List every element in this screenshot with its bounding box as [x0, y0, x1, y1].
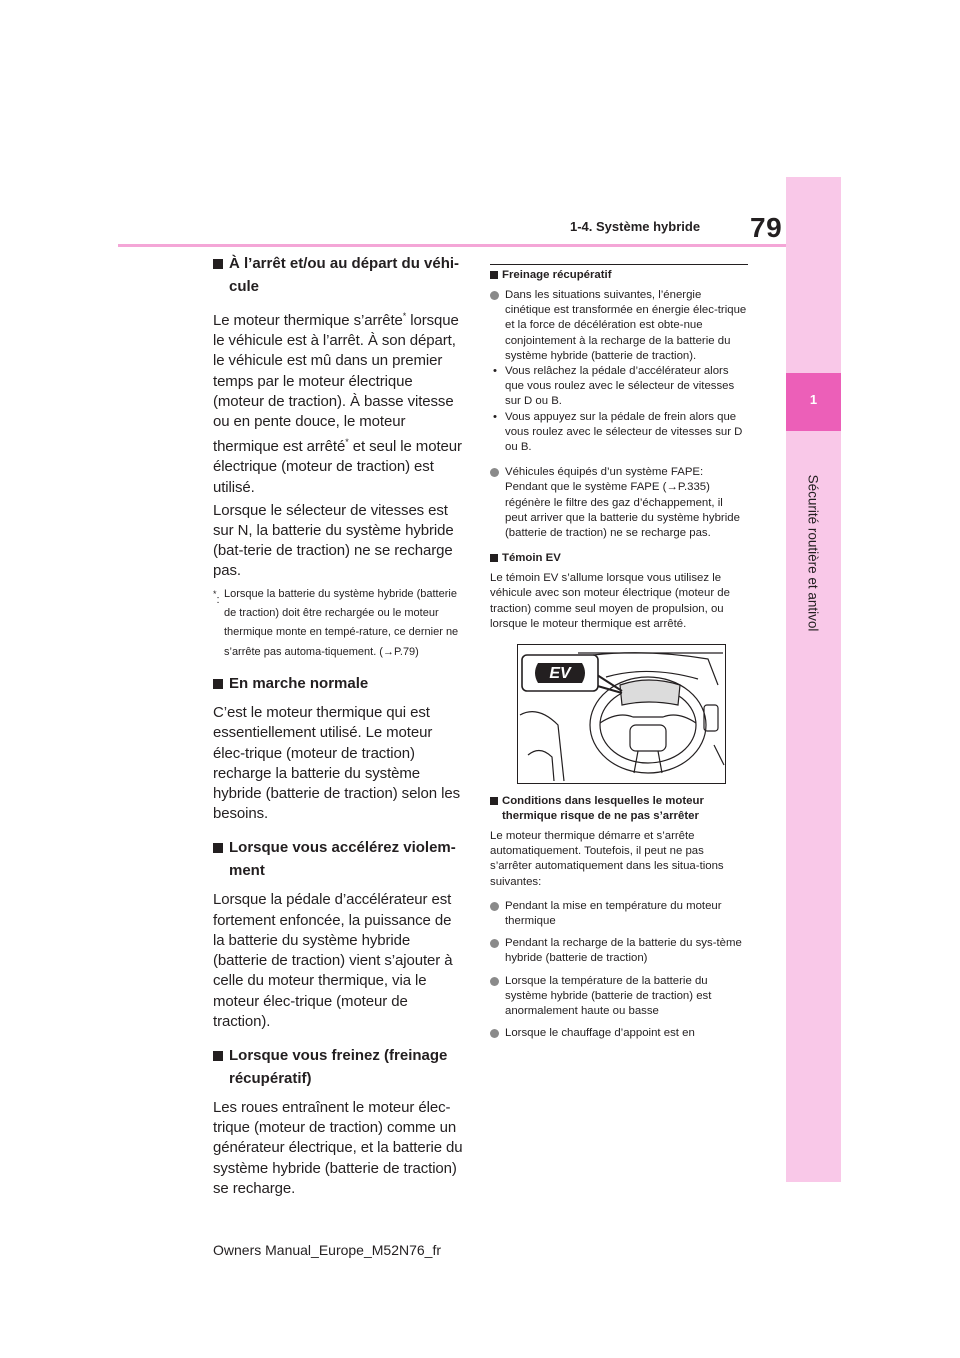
chapter-title: Sécurité routière et antivol [805, 474, 821, 632]
section-heading: En marche normale [213, 672, 463, 695]
list-item: Dans les situations suivantes, l’énergie cinétique est transformée en énergie élec-trique et la force de décélération est obte-nue conjointement à la recharge de la batterie du système hybride (batterie de traction). • Vous relâchez la pédale d’accélérateur alors que vous roulez avec le sélecteur de vitesses sur D ou B. • Vous appuyez sur la pédale de frein alors que vous roulez avec le sélecteur de vitesses sur D ou B. [490, 288, 748, 455]
ev-indicator-label: EV [549, 665, 571, 683]
circle-bullet-icon [490, 977, 499, 986]
dashboard-illustration [518, 645, 725, 783]
ev-indicator-figure [517, 644, 726, 784]
list-item: Véhicules équipés d’un système FAPE: Pendant que le système FAPE (→P.335) régénère le filtre des gaz d’échappement, il peut arriver que la batterie du système hybride (batterie de traction) ne se recharge pas. [490, 465, 748, 541]
circle-bullet-icon [490, 291, 499, 300]
subsection-heading: Conditions dans lesquelles le moteur thermique risque de ne pas s’arrêter [490, 794, 748, 824]
document-footer: Owners Manual_Europe_M52N76_fr [213, 1242, 442, 1258]
section-title: 1-4. Système hybride [570, 219, 701, 234]
circle-bullet-icon [490, 902, 499, 911]
footnote: *: Lorsque la batterie du système hybride (batterie de traction) doit être rechargée ou le moteur thermique monte en tempé-rature, ce dernier ne s’arrête pas automa-tiquement. (→P.79) [213, 587, 459, 658]
paragraph: Lorsque la pédale d’accélérateur est fortement enfoncée, la puissance de la batterie du système hybride (batterie de traction) vient s’ajouter à celle du moteur thermique, via le moteur élec-trique (moteur de traction). [213, 891, 453, 1030]
square-bullet-icon [213, 259, 223, 269]
section-heading: Lorsque vous accélérez violem-ment [213, 836, 463, 882]
circle-bullet-icon [490, 939, 499, 948]
page-number: 79 [750, 212, 783, 243]
list-item: Lorsque le chauffage d’appoint est en [490, 1026, 748, 1041]
column-rule [490, 264, 748, 265]
left-column [213, 252, 463, 1202]
paragraph: C’est le moteur thermique qui est essentiellement utilisé. Le moteur élec-trique (moteur de traction) recharge la batterie du système hybride (batterie de traction) selon les besoins. [213, 704, 460, 823]
header-rule [118, 244, 786, 247]
sub-list-item: • Vous relâchez la pédale d’accélérateur alors que vous roulez avec le sélecteur de vitesses sur D ou B. [493, 365, 735, 408]
paragraph: Le témoin EV s’allume lorsque vous utilisez le véhicule avec son moteur électrique (moteur de traction) comme seul moyen de propulsion, ou lorsque le moteur thermique est arrêté. [490, 572, 730, 630]
side-band [786, 177, 841, 1182]
paragraph: Les roues entraînent le moteur élec-trique (moteur de traction) comme un générateur électrique, et la batterie du système hybride (batterie de traction) se recharge. [213, 1098, 463, 1197]
subsection-heading: Freinage récupératif [490, 268, 748, 283]
square-bullet-icon [213, 679, 223, 689]
square-bullet-icon [490, 271, 498, 279]
square-bullet-icon [213, 1051, 223, 1061]
paragraph: Le moteur thermique s’arrête* lorsque le véhicule est à l’arrêt. À son départ, le véhicule est mû dans un premier temps par le moteur électrique (moteur de traction). À basse vitesse ou en pente douce, le moteur thermique est arrêté* et seul le moteur électrique (moteur de traction) est utilisé. [213, 311, 462, 496]
section-heading: Lorsque vous freinez (freinage récupératif) [213, 1044, 463, 1090]
paragraph: Le moteur thermique démarre et s’arrête automatiquement. Toutefois, il peut ne pas s’arrêter automatiquement dans les situa-tions suivantes: [490, 830, 724, 888]
paragraph: Lorsque le sélecteur de vitesses est sur N, la batterie du système hybride (bat-terie de traction) ne se recharge pas. [213, 501, 454, 580]
subsection-heading: Témoin EV [490, 551, 748, 566]
square-bullet-icon [490, 554, 498, 562]
chapter-number: 1 [809, 392, 818, 407]
square-bullet-icon [490, 797, 498, 805]
section-heading: À l’arrêt et/ou au départ du véhi-cule [213, 252, 463, 298]
circle-bullet-icon [490, 1029, 499, 1038]
circle-bullet-icon [490, 468, 499, 477]
list-item: Pendant la mise en température du moteur thermique [490, 899, 748, 929]
right-column [490, 268, 748, 1049]
square-bullet-icon [213, 843, 223, 853]
list-item: Lorsque la température de la batterie du système hybride (batterie de traction) est anormalement haute ou basse [490, 974, 748, 1020]
list-item: Pendant la recharge de la batterie du sys-tème hybride (batterie de traction) [490, 936, 748, 966]
sub-list-item: • Vous appuyez sur la pédale de frein alors que vous roulez avec le sélecteur de vitesses sur D ou B. [493, 410, 743, 454]
